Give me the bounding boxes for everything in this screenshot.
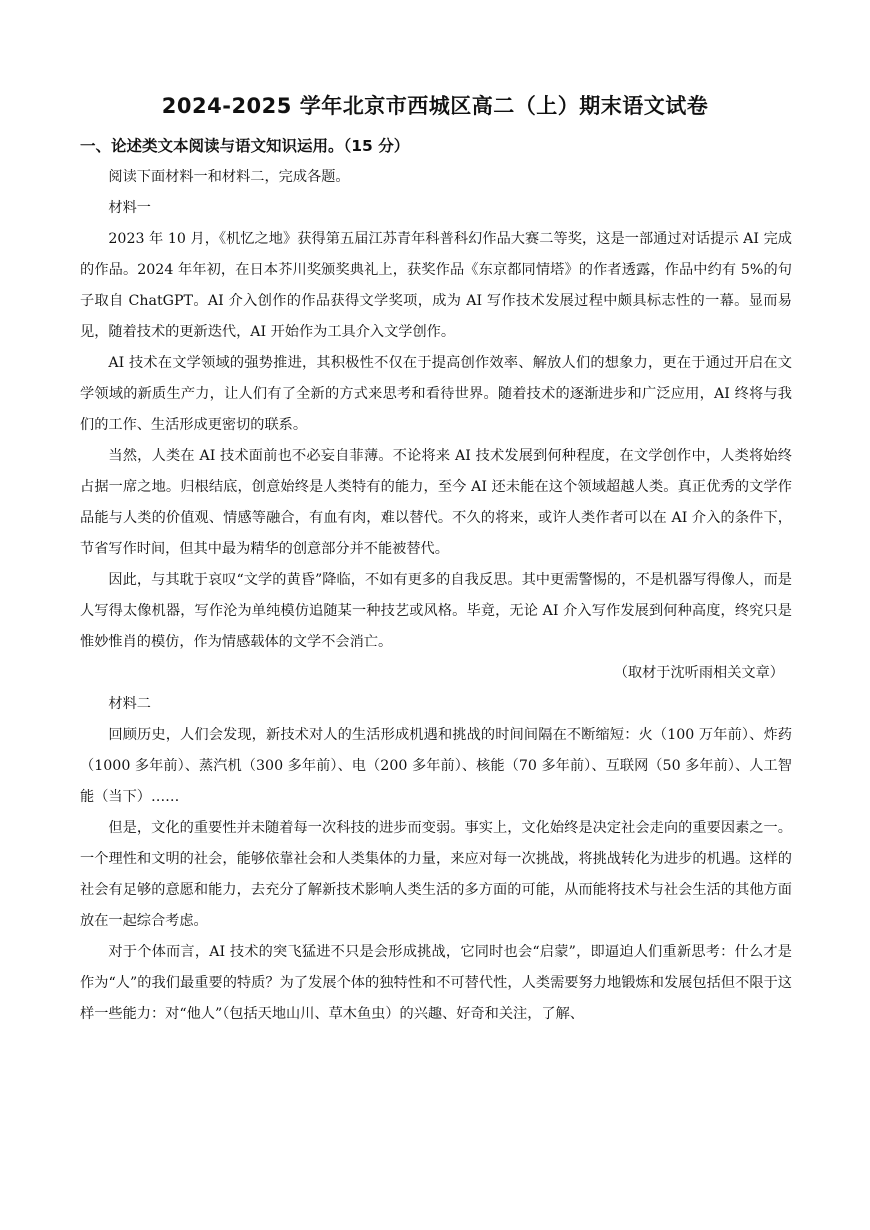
material-1-paragraph: 当然，人类在 AI 技术面前也不必妄自菲薄。不论将来 AI 技术发展到何种程度，在文学创作中，人类将始终占据一席之地。归根结底，创意始终是人类特有的能力，至今 AI 还未能在这个领域超越人类。真正优秀的文学作品能与人类的价值观、情感等融合，有血有肉，难以替代。不久的将来，或许人类作者可以在 AI 介入的条件下，节省写作时间，但其中最为精华的创意部分并不能被替代。 [80, 448, 792, 557]
material-1-paragraph: 因此，与其耽于哀叹“文学的黄昏”降临，不如有更多的自我反思。其中更需警惕的，不是机器写得像人，而是人写得太像机器，写作沦为单纯模仿追随某一种技艺或风格。毕竟，无论 AI 介入写作发展到何种高度，终究只是惟妙惟肖的模仿，作为情感载体的文学不会消亡。 [80, 572, 792, 650]
material-1-source: （取材于沈听雨相关文章） [613, 665, 784, 681]
material-2-paragraph: 但是，文化的重要性并未随着每一次科技的进步而变弱。事实上，文化始终是决定社会走向的重要因素之一。一个理性和文明的社会，能够依靠社会和人类集体的力量，来应对每一次挑战，将挑战转化为进步的机遇。这样的社会有足够的意愿和能力，去充分了解新技术影响人类生活的多方面的可能，从而能将技术与社会生活的其他方面放在一起综合考虑。 [80, 820, 792, 929]
material-2-label: 材料二 [108, 696, 151, 712]
section-heading: 一、论述类文本阅读与语文知识运用。（15 分） [80, 137, 410, 155]
instruction-text: 阅读下面材料一和材料二，完成各题。 [108, 169, 350, 185]
material-1-paragraph: 2023 年 10 月，《机忆之地》获得第五届江苏青年科普科幻作品大赛二等奖，这是一部通过对话提示 AI 完成的作品。2024 年年初，在日本芥川奖颁奖典礼上，获奖作品《东京都同情塔》的作者透露，作品中约有 5%的句子取自 ChatGPT。AI 介入创作的作品获得文学奖项，成为 AI 写作技术发展过程中颇具标志性的一幕。显而易见，随着技术的更新迭代，AI 开始作为工具介入文学创作。 [80, 231, 792, 340]
material-1-paragraph: AI 技术在文学领域的强势推进，其积极性不仅在于提高创作效率、解放人们的想象力，更在于通过开启在文学领域的新质生产力，让人们有了全新的方式来思考和看待世界。随着技术的逐渐进步和广泛应用，AI 终将与我们的工作、生活形成更密切的联系。 [80, 355, 792, 433]
material-2-paragraph: 回顾历史，人们会发现，新技术对人的生活形成机遇和挑战的时间间隔在不断缩短：火（100 万年前）、炸药（1000 多年前）、蒸汽机（300 多年前）、电（200 多年前）、核能（70 多年前）、互联网（50 多年前）、人工智能（当下）…… [80, 727, 792, 805]
page-title: 2024-2025 学年北京市西城区高二（上）期末语文试卷 [161, 94, 709, 118]
reading-passage [80, 162, 792, 1030]
material-2-paragraph: 对于个体而言，AI 技术的突飞猛进不只是会形成挑战，它同时也会“启蒙”，即逼迫人们重新思考：什么才是作为“人”的我们最重要的特质？为了发展个体的独特性和不可替代性，人类需要努力地锻炼和发展包括但不限于这样一些能力：对“他人”（包括天地山川、草木鱼虫）的兴趣、好奇和关注，了解、 [80, 944, 792, 1022]
material-1-label: 材料一 [108, 200, 151, 216]
